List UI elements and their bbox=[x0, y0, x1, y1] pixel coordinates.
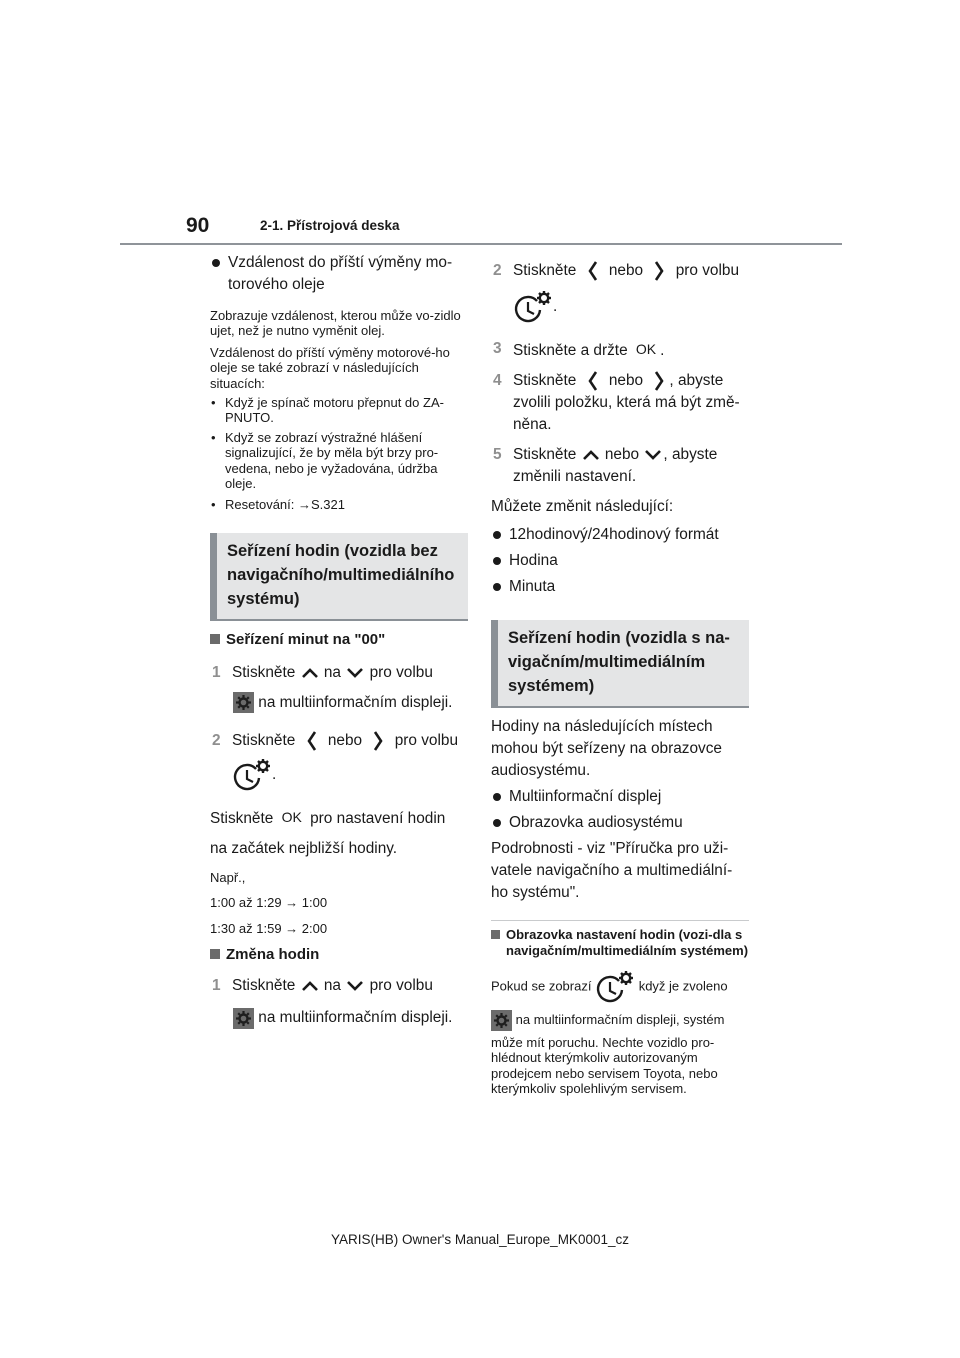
oil-paragraph-1: Zobrazuje vzdálenost, kterou může vo-zidlo ujet, než je nutno vyměnit olej. bbox=[210, 308, 461, 339]
step-5 bbox=[491, 444, 749, 466]
step-number: 1 bbox=[212, 663, 221, 681]
section-title: 2-1. Přístrojová deska bbox=[260, 218, 400, 233]
step-2-right bbox=[491, 260, 749, 282]
step-text: nebo bbox=[327, 731, 363, 749]
clock-settings-icon bbox=[232, 758, 272, 792]
chevron-right-icon bbox=[653, 370, 665, 392]
oil-paragraph-2: Vzdálenost do příští výměny motorové-ho oleje se také zobrazí v následujících situacích: bbox=[210, 344, 450, 391]
step-text: nebo bbox=[608, 372, 644, 390]
subheading-text: Změna hodin bbox=[226, 946, 320, 964]
oil-list-item-reset: • Resetování: →S.321 bbox=[210, 497, 468, 512]
step-text: Stiskněte a držte bbox=[513, 342, 628, 360]
square-marker bbox=[491, 930, 500, 939]
example-line: 1:00 až 1:29 → 1:00 bbox=[210, 895, 328, 911]
note-text: Pokud se zobrazí bbox=[491, 978, 592, 994]
step-4-cont: zvolili položku, která má být změ-něna. bbox=[513, 394, 740, 434]
nav-paragraph-2: Podrobnosti - viz "Příručka pro uži-vatele navigačního a multimediální-ho systému". bbox=[491, 840, 733, 902]
subheading-text: Obrazovka nastavení hodin (vozi-dla s navigačním/multimediálním systémem) bbox=[506, 927, 749, 958]
section-heading-box-nav: Seřízení hodin (vozidla s na-vigačním/multimediálním systémem) bbox=[491, 620, 749, 708]
note-line-2 bbox=[491, 1010, 749, 1031]
settings-gear-icon bbox=[491, 1010, 512, 1031]
step-text: nebo bbox=[608, 262, 644, 280]
nav-paragraph: Hodiny na následujících místech mohou být seřízeny na obrazovce audiosystému. bbox=[491, 718, 722, 780]
ok-text: pro nastavení hodin bbox=[310, 809, 446, 827]
clock-settings-icon bbox=[513, 290, 553, 324]
ok-icon: OK bbox=[635, 341, 657, 358]
step-text: Stiskněte bbox=[513, 446, 577, 464]
step-number: 2 bbox=[212, 731, 221, 749]
step-number: 5 bbox=[493, 446, 502, 464]
ok-icon: OK bbox=[281, 808, 302, 825]
step-number: 2 bbox=[493, 262, 502, 279]
square-marker bbox=[210, 634, 220, 644]
page-number: 90 bbox=[186, 214, 210, 237]
note-paragraph: může mít poruchu. Nechte vozidlo pro-hlédnout kterýmkoliv autorizovaným prodejcem nebo servisem Toyota, nebo kterýmkoliv spolehlivým servisem. bbox=[491, 1034, 718, 1097]
subheading-text: Seřízení minut na "00" bbox=[226, 630, 386, 648]
right-column bbox=[491, 260, 749, 1097]
note-subheading bbox=[491, 927, 749, 958]
change-item: Hodina bbox=[491, 550, 749, 572]
oil-list-item: • Když se zobrazí výstražné hlášení signalizující, že by měla být brzy pro-vedena, nebo je vyžadována, údržba oleje. bbox=[210, 430, 468, 492]
ok-instruction-cont: na začátek nejbližší hodiny. bbox=[210, 839, 398, 857]
step-text: na bbox=[323, 663, 341, 681]
example-line: 1:30 až 1:59 → 2:00 bbox=[210, 920, 328, 936]
step-2-cont bbox=[210, 758, 468, 792]
change-intro: Můžete změnit následující: bbox=[491, 498, 674, 516]
chevron-right-icon bbox=[653, 260, 665, 282]
note-line-1 bbox=[491, 970, 749, 1004]
square-marker bbox=[210, 949, 220, 959]
chevron-down-icon bbox=[643, 448, 663, 462]
step-2 bbox=[210, 730, 468, 752]
step-text: nebo bbox=[604, 446, 640, 464]
step-text: pro volbu bbox=[394, 731, 459, 749]
step-text: pro volbu bbox=[369, 977, 433, 995]
bullet-oil-distance: Vzdálenost do příští výměny mo-torového oleje bbox=[210, 252, 468, 296]
oil-list-item: • Když je spínač motoru přepnut do ZA-PNUTO. bbox=[210, 395, 468, 426]
chevron-up-icon bbox=[581, 448, 601, 462]
step-text: na multiinformačním displeji. bbox=[258, 1009, 453, 1027]
step-text: , abyste bbox=[663, 446, 718, 464]
step-1b-cont bbox=[210, 1007, 468, 1029]
step-4 bbox=[491, 370, 749, 392]
nav-item: Obrazovka audiosystému bbox=[491, 812, 749, 834]
example-label: Např., bbox=[210, 869, 246, 885]
step-text: pro volbu bbox=[675, 262, 740, 280]
step-number: 4 bbox=[493, 372, 502, 390]
step-number: 1 bbox=[212, 977, 221, 995]
step-text: Stiskněte bbox=[513, 262, 577, 280]
chevron-left-icon bbox=[587, 370, 599, 392]
chevron-left-icon bbox=[306, 730, 318, 752]
note-text: když je zvoleno bbox=[638, 978, 728, 994]
step-text: Stiskněte bbox=[232, 663, 296, 681]
step-text: , abyste bbox=[669, 372, 724, 390]
subheading-minutes bbox=[210, 631, 468, 648]
step-text: . bbox=[272, 766, 277, 783]
note-text: na multiinformačním displeji, systém bbox=[515, 1011, 725, 1027]
ok-instruction bbox=[210, 806, 468, 830]
subheading-change-hours bbox=[210, 946, 468, 963]
step-number: 3 bbox=[493, 340, 502, 358]
step-text: na bbox=[323, 977, 341, 995]
step-5-cont: změnili nastavení. bbox=[513, 468, 637, 486]
step-text: Stiskněte bbox=[232, 731, 296, 749]
chevron-up-icon bbox=[300, 666, 320, 680]
step-2-right-cont bbox=[491, 290, 749, 324]
section-heading-box-no-nav: Seřízení hodin (vozidla bez navigačního/multimediálního systému) bbox=[210, 533, 468, 621]
step-text: pro volbu bbox=[369, 663, 433, 681]
step-1-cont bbox=[210, 692, 468, 714]
header-rule bbox=[120, 243, 842, 245]
chevron-right-icon bbox=[372, 730, 384, 752]
left-column bbox=[210, 252, 468, 1029]
step-text: na multiinformačním displeji. bbox=[258, 693, 453, 711]
ok-text: Stiskněte bbox=[210, 809, 274, 827]
clock-settings-icon bbox=[595, 970, 635, 1004]
chevron-up-icon bbox=[300, 979, 320, 993]
change-item: Minuta bbox=[491, 576, 749, 598]
settings-gear-icon bbox=[233, 1008, 254, 1029]
step-text: . bbox=[553, 298, 558, 316]
settings-gear-icon bbox=[233, 692, 254, 713]
nav-item: Multiinformační displej bbox=[491, 786, 749, 808]
step-text: . bbox=[660, 342, 665, 360]
divider bbox=[491, 920, 749, 921]
step-1b bbox=[210, 975, 468, 997]
chevron-down-icon bbox=[345, 979, 365, 993]
step-text: Stiskněte bbox=[232, 977, 296, 995]
step-text: Stiskněte bbox=[513, 372, 577, 390]
footer: YARIS(HB) Owner's Manual_Europe_MK0001_cz bbox=[331, 1232, 629, 1247]
chevron-left-icon bbox=[587, 260, 599, 282]
step-3 bbox=[491, 338, 749, 362]
step-1 bbox=[210, 662, 468, 684]
change-item: 12hodinový/24hodinový formát bbox=[491, 524, 749, 546]
chevron-down-icon bbox=[345, 666, 365, 680]
